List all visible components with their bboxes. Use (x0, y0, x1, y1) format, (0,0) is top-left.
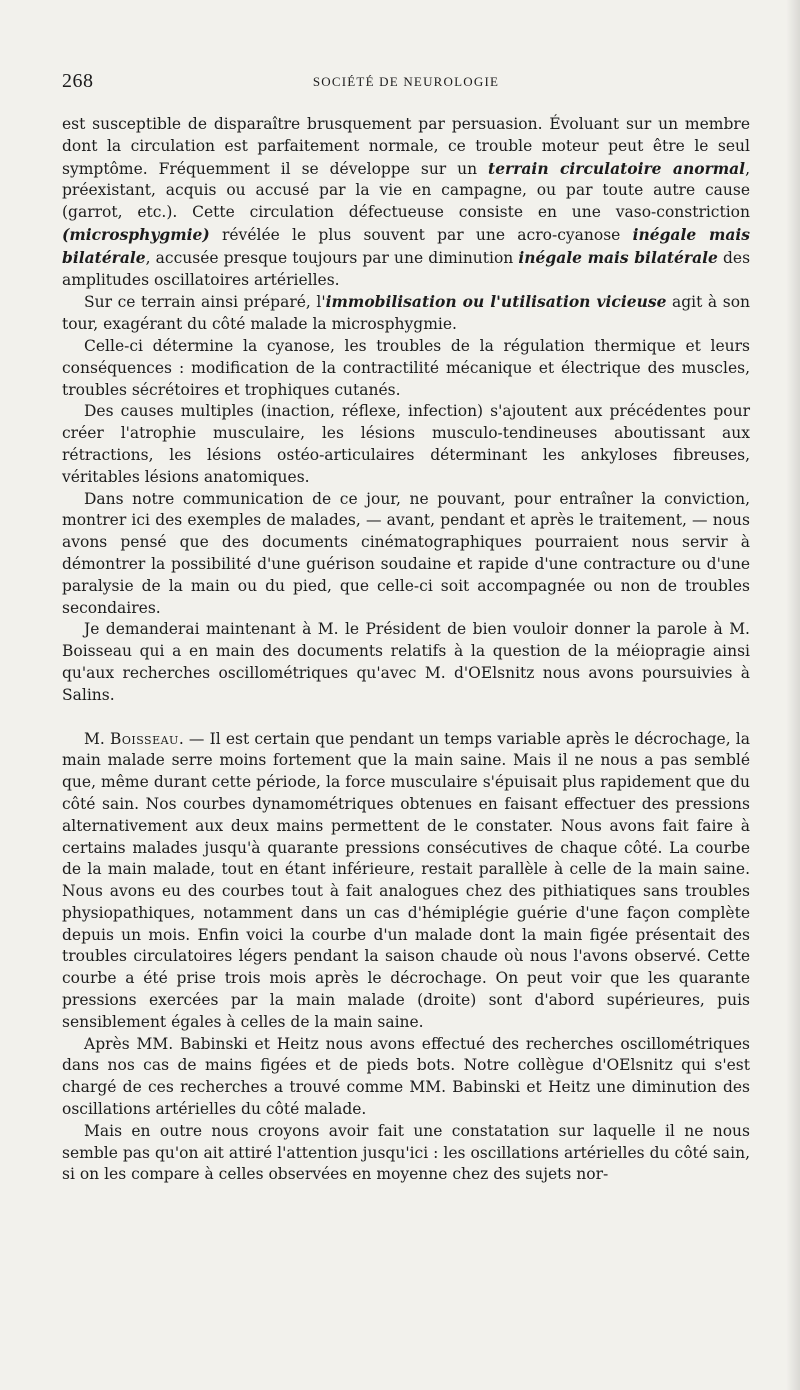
paragraph-5: Dans notre communication de ce jour, ne pouvant, pour entraîner la conviction, montrer ici des exemples de malades, — avant, pendant et après le traitement, — nous avons pensé que des documents cinématographiques pourraient nous servir à démontrer la possibilité d'une guérison soudaine et rapide d'une contracture ou d'une paralysie de la main ou du pied, que celle-ci soit accompagnée ou non de troubles secondaires. (62, 489, 750, 617)
paragraph-9: Mais en outre nous croyons avoir fait une constatation sur laquelle il ne nous semble pas qu'on ait attiré l'attention jusqu'ici : les oscillations artérielles du côté sain, si on les compare à celles observées en moyenne chez des sujets nor- (62, 1121, 750, 1184)
paragraph-7 (62, 729, 750, 1034)
paragraph-1 (62, 114, 750, 291)
page-edge-shadow (786, 0, 800, 1390)
page-header (62, 70, 750, 96)
speaker-name: Boisseau (109, 729, 179, 748)
paragraph-1-italic-1: terrain circulatoire anormal (488, 158, 746, 178)
paragraph-1-italic-3: inégale mais bilatérale (62, 224, 750, 267)
paragraph-6: Je demanderai maintenant à M. le Président de bien vouloir donner la parole à M. Boisseau qui a en main des documents relatifs à la question de la méiopragie ainsi qu'aux recherches oscillométriques qu'avec M. d'OElsnitz nous avons poursuivies à Salins. (62, 620, 750, 704)
paragraph-1-italic-2: (microsphygmie) (62, 224, 210, 244)
paragraph-1-text-5: des amplitudes oscillatoires artérielles. (62, 248, 751, 289)
paragraph-2-text-1: Sur ce terrain ainsi préparé, l' (84, 293, 326, 312)
paragraph-2-italic-1: immobilisation ou l'utilisation vicieuse (325, 292, 667, 312)
body-text (62, 114, 750, 1186)
paragraph-2-text-2: agit à son tour, exagérant du côté malade la microsphygmie. (62, 293, 751, 334)
page-number: 268 (62, 70, 94, 92)
paragraph-1-italic-4: inégale mais bilatérale (518, 247, 718, 267)
paragraph-7-text: . — Il est certain que pendant un temps variable après le décrochage, la main malade serre moins fortement que la main saine. Mais il ne nous a pas semblé que, même durant cette période, la force musculaire s'épuisait plus rapidement que du côté sain. Nos courbes dynamométriques obtenues en faisant effectuer des pressions alternativement aux deux mains permettent de le constater. Nous avons fait faire à certains malades jusqu'à quarante pressions consécutives de chaque côté. La courbe de la main malade, tout en étant inférieure, restait parallèle à celle de la main saine. Nous avons eu des courbes tout à fait analogues chez des pithiatiques sans troubles physiopathiques, notamment dans un cas d'hémiplégie guérie d'une façon complète depuis un mois. Enfin voici la courbe d'un malade dont la main figée présentait des troubles circulatoires légers pendant la saison chaude où nous l'avons observé. Cette courbe a été prise trois mois après le décrochage. On peut voir que les quarante pressions exercées par la main malade (droite) sont d'abord supérieures, puis sensiblement égales à celles de la main saine. (62, 729, 750, 1031)
paragraph-1-text-1: est susceptible de disparaître brusquement par persuasion. Évoluant sur un membre dont la circulation est parfaitement normale, ce trouble moteur peut être le seul symptôme. Fréquemment il se développe sur un (62, 115, 750, 178)
paragraph-1-text-2: , préexistant, acquis ou accusé par la vie en campagne, ou par toute autre cause (garrot, etc.). Cette circulation défectueuse consiste en une vaso-constriction (62, 159, 750, 222)
paragraph-3: Celle-ci détermine la cyanose, les troubles de la régulation thermique et leurs conséquences : modification de la contractilité mécanique et électrique des muscles, troubles sécrétoires et trophiques cutanés. (62, 336, 750, 399)
paragraph-8: Après MM. Babinski et Heitz nous avons effectué des recherches oscillométriques dans nos cas de mains figées et de pieds bots. Notre collègue d'OElsnitz qui s'est chargé de ces recherches a trouvé comme MM. Babinski et Heitz une diminution des oscillations artérielles du côté malade. (62, 1034, 750, 1119)
paragraph-1-text-3: révélée le plus souvent par une acro-cyanose (209, 225, 633, 244)
paragraph-2 (62, 291, 750, 336)
speaker-prefix: M. (84, 729, 110, 748)
running-head: SOCIÉTÉ DE NEUROLOGIE (312, 74, 500, 89)
paragraph-4: Des causes multiples (inaction, réflexe, infection) s'ajoutent aux précédentes pour créer l'atrophie musculaire, les lésions musculo-tendineuses aboutissant aux rétractions, les lésions ostéo-articulaires déterminant les ankyloses fibreuses, véritables lésions anatomiques. (62, 402, 750, 486)
paragraph-1-text-4: , accusée presque toujours par une diminution (145, 248, 519, 267)
